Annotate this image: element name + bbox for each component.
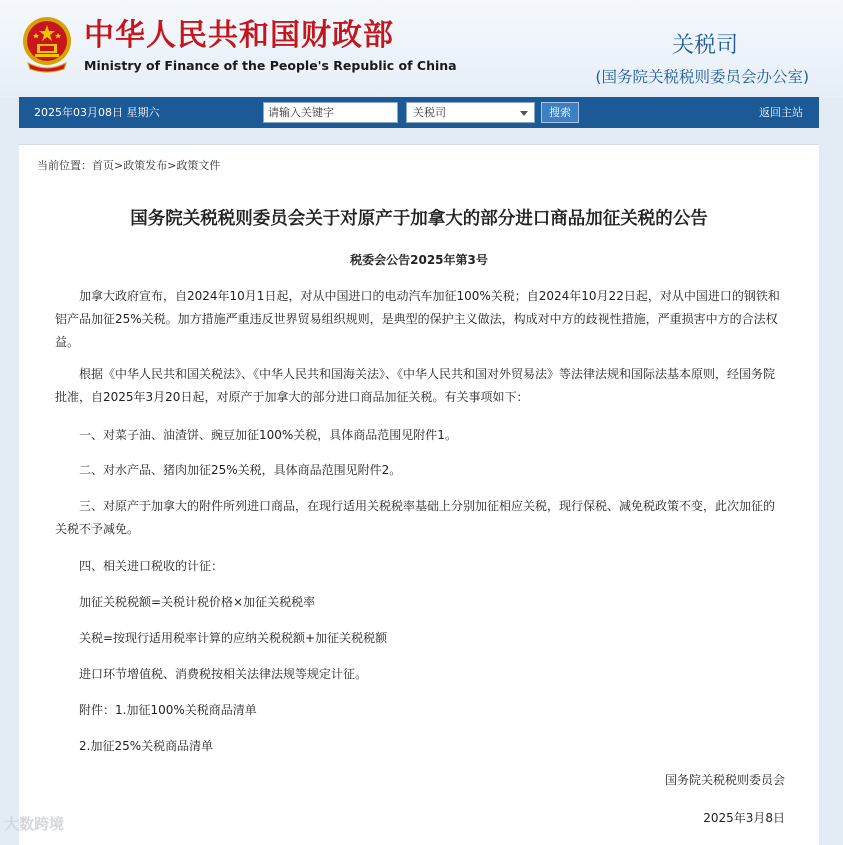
site-header (0, 0, 843, 97)
department-select[interactable] (406, 102, 535, 123)
chevron-down-icon (520, 111, 528, 116)
breadcrumb-separator: > (114, 159, 124, 172)
article-paragraph: 进口环节增值税、消费税按相关法律法规等规定计征。 (79, 667, 368, 681)
article-paragraph: 一、对菜子油、油渣饼、豌豆加征100%关税，具体商品范围见附件1。 (79, 428, 457, 442)
department-name: 关税司 (671, 33, 738, 58)
attachment-link[interactable]: 附件：1.加征100%关税商品清单 (79, 703, 257, 717)
search-input[interactable]: 请输入关键字 (263, 102, 398, 123)
breadcrumb (37, 157, 220, 173)
ministry-name-en: Ministry of Finance of the People's Republic of China (84, 58, 457, 73)
breadcrumb-policy-documents[interactable]: 政策文件 (176, 159, 221, 172)
breadcrumb-home[interactable]: 首页 (92, 159, 114, 172)
article-paragraph: 三、对原产于加拿大的附件所列进口商品，在现行适用关税税率基础上分别加征相应关税，现行保税、减免税政策不变，此次加征的关税不予减免。 (55, 499, 776, 536)
signer: 国务院关税税则委员会 (664, 773, 785, 787)
sign-date: 2025年3月8日 (703, 811, 785, 825)
formula-line: 关税=按现行适用税率计算的应纳关税税额+加征关税税额 (79, 631, 388, 645)
article-number: 税委会公告2025年第3号 (350, 253, 488, 267)
department-select-value: 关税司 (413, 106, 446, 119)
national-emblem-icon (20, 13, 74, 73)
article-paragraph: 二、对水产品、猪肉加征25%关税，具体商品范围见附件2。 (79, 463, 402, 477)
breadcrumb-separator: > (167, 159, 177, 172)
breadcrumb-prefix: 当前位置： (37, 159, 92, 172)
attachment-link[interactable]: 2.加征25%关税商品清单 (79, 739, 214, 753)
nav-bar (19, 97, 819, 128)
article-paragraph: 四、相关进口税收的计征： (79, 559, 224, 573)
watermark: 大数跨境 (4, 815, 65, 833)
department-subtitle: (国务院关税税则委员会办公室) (595, 68, 809, 86)
current-date: 2025年03月08日 星期六 (34, 106, 160, 119)
article-paragraph: 加拿大政府宣布，自2024年10月1日起，对从中国进口的电动汽车加征100%关税；自2024年10月22日起，对从中国进口的钢铁和铝产品加征25%关税。加方措施严重违反世界贸易组织规则，是典型的保护主义做法，构成对中方的歧视性措施，严重损害中方的合法权益。 (55, 289, 780, 349)
breadcrumb-policy-release[interactable]: 政策发布 (123, 159, 168, 172)
search-button[interactable]: 搜索 (541, 102, 579, 123)
return-home-link[interactable]: 返回主站 (759, 106, 803, 119)
formula-line: 加征关税税额=关税计税价格×加征关税税率 (79, 595, 316, 609)
article-paragraph: 根据《中华人民共和国关税法》、《中华人民共和国海关法》、《中华人民共和国对外贸易法》等法律法规和国际法基本原则，经国务院批准，自2025年3月20日起，对原产于加拿大的部分进口商品加征关税。有关事项如下： (55, 367, 776, 404)
article-title: 国务院关税税则委员会关于对原产于加拿大的部分进口商品加征关税的公告 (130, 209, 708, 229)
ministry-name-cn: 中华人民共和国财政部 (84, 18, 394, 53)
article-panel (19, 144, 819, 845)
